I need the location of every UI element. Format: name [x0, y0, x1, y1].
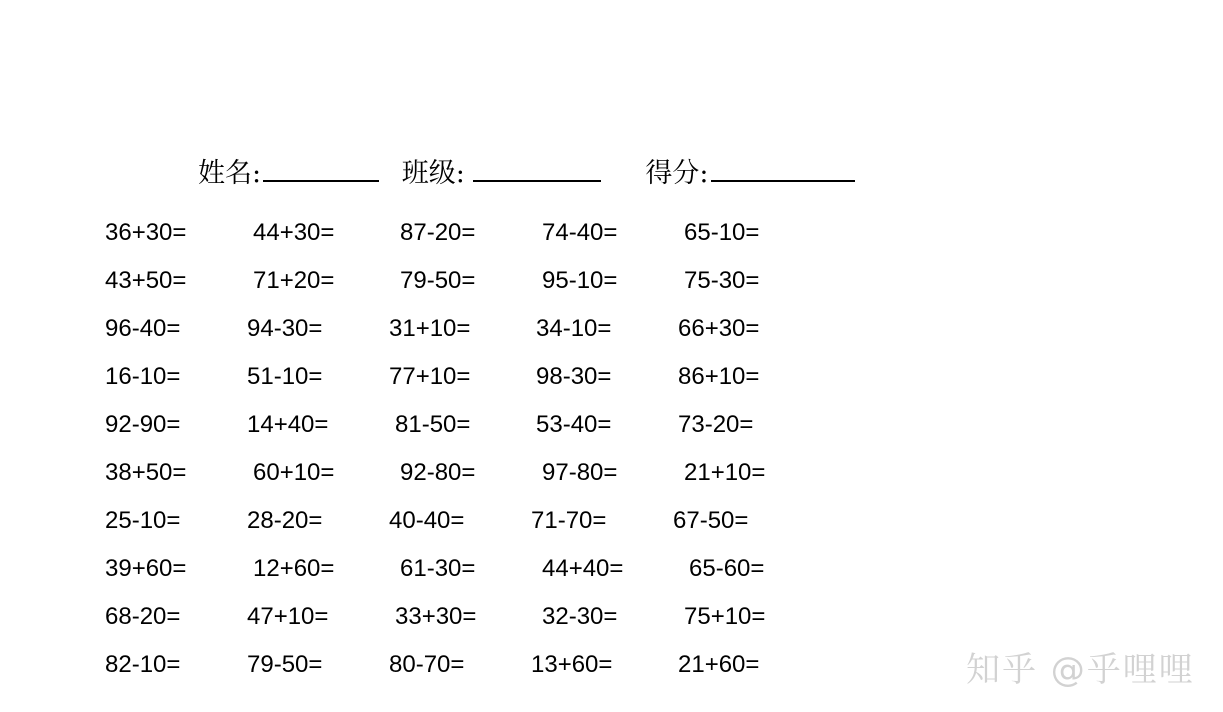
- math-problem: 86+10=: [678, 363, 760, 390]
- math-problem: 39+60=: [105, 555, 187, 582]
- math-problem: 21+60=: [678, 651, 760, 678]
- math-problem: 68-20=: [105, 603, 181, 630]
- score-field: [645, 150, 854, 196]
- name-field: [198, 150, 379, 196]
- name-blank-line: [263, 150, 379, 182]
- math-problem: 67-50=: [673, 507, 749, 534]
- math-problem: 66+30=: [678, 315, 760, 342]
- math-problem: 71+20=: [253, 267, 335, 294]
- math-problem: 73-20=: [678, 411, 754, 438]
- math-problem: 21+10=: [684, 459, 766, 486]
- math-problem: 25-10=: [105, 507, 181, 534]
- class-blank-line: [473, 150, 601, 182]
- math-problem: 44+30=: [253, 219, 335, 246]
- class-field: [402, 150, 601, 196]
- math-problem: 87-20=: [400, 219, 476, 246]
- math-problem: 80-70=: [389, 651, 465, 678]
- math-problem: 13+60=: [531, 651, 613, 678]
- math-problem: 33+30=: [395, 603, 477, 630]
- math-problem: 14+40=: [247, 411, 329, 438]
- score-label: 得分:: [645, 158, 709, 189]
- math-problem: 79-50=: [247, 651, 323, 678]
- name-label: 姓名:: [198, 158, 262, 189]
- math-problem: 97-80=: [542, 459, 618, 486]
- math-problem: 28-20=: [247, 507, 323, 534]
- worksheet-header: [198, 150, 855, 196]
- math-problem: 92-80=: [400, 459, 476, 486]
- math-problem: 44+40=: [542, 555, 624, 582]
- math-problem: 32-30=: [542, 603, 618, 630]
- math-problem: 77+10=: [389, 363, 471, 390]
- math-problem: 95-10=: [542, 267, 618, 294]
- math-problem: 75+10=: [684, 603, 766, 630]
- math-problem: 94-30=: [247, 315, 323, 342]
- math-problem: 61-30=: [400, 555, 476, 582]
- math-problem: 74-40=: [542, 219, 618, 246]
- math-problem: 43+50=: [105, 267, 187, 294]
- math-problem: 31+10=: [389, 315, 471, 342]
- math-problem: 81-50=: [395, 411, 471, 438]
- math-problem: 79-50=: [400, 267, 476, 294]
- watermark: 知乎 @乎哩哩: [966, 650, 1195, 690]
- math-problem: 71-70=: [531, 507, 607, 534]
- math-problem: 96-40=: [105, 315, 181, 342]
- math-problem: 36+30=: [105, 219, 187, 246]
- math-problem: 75-30=: [684, 267, 760, 294]
- math-problem: 47+10=: [247, 603, 329, 630]
- math-problem: 16-10=: [105, 363, 181, 390]
- math-problem: 65-10=: [684, 219, 760, 246]
- math-problem: 40-40=: [389, 507, 465, 534]
- score-blank-line: [711, 150, 855, 182]
- class-label: 班级:: [401, 158, 465, 189]
- math-problem: 60+10=: [253, 459, 335, 486]
- math-problem: 51-10=: [247, 363, 323, 390]
- math-problem: 38+50=: [105, 459, 187, 486]
- math-problem: 65-60=: [689, 555, 765, 582]
- math-problem: 12+60=: [253, 555, 335, 582]
- math-problem: 82-10=: [105, 651, 181, 678]
- math-problem: 92-90=: [105, 411, 181, 438]
- math-problem: 34-10=: [536, 315, 612, 342]
- math-problem: 98-30=: [536, 363, 612, 390]
- math-problem: 53-40=: [536, 411, 612, 438]
